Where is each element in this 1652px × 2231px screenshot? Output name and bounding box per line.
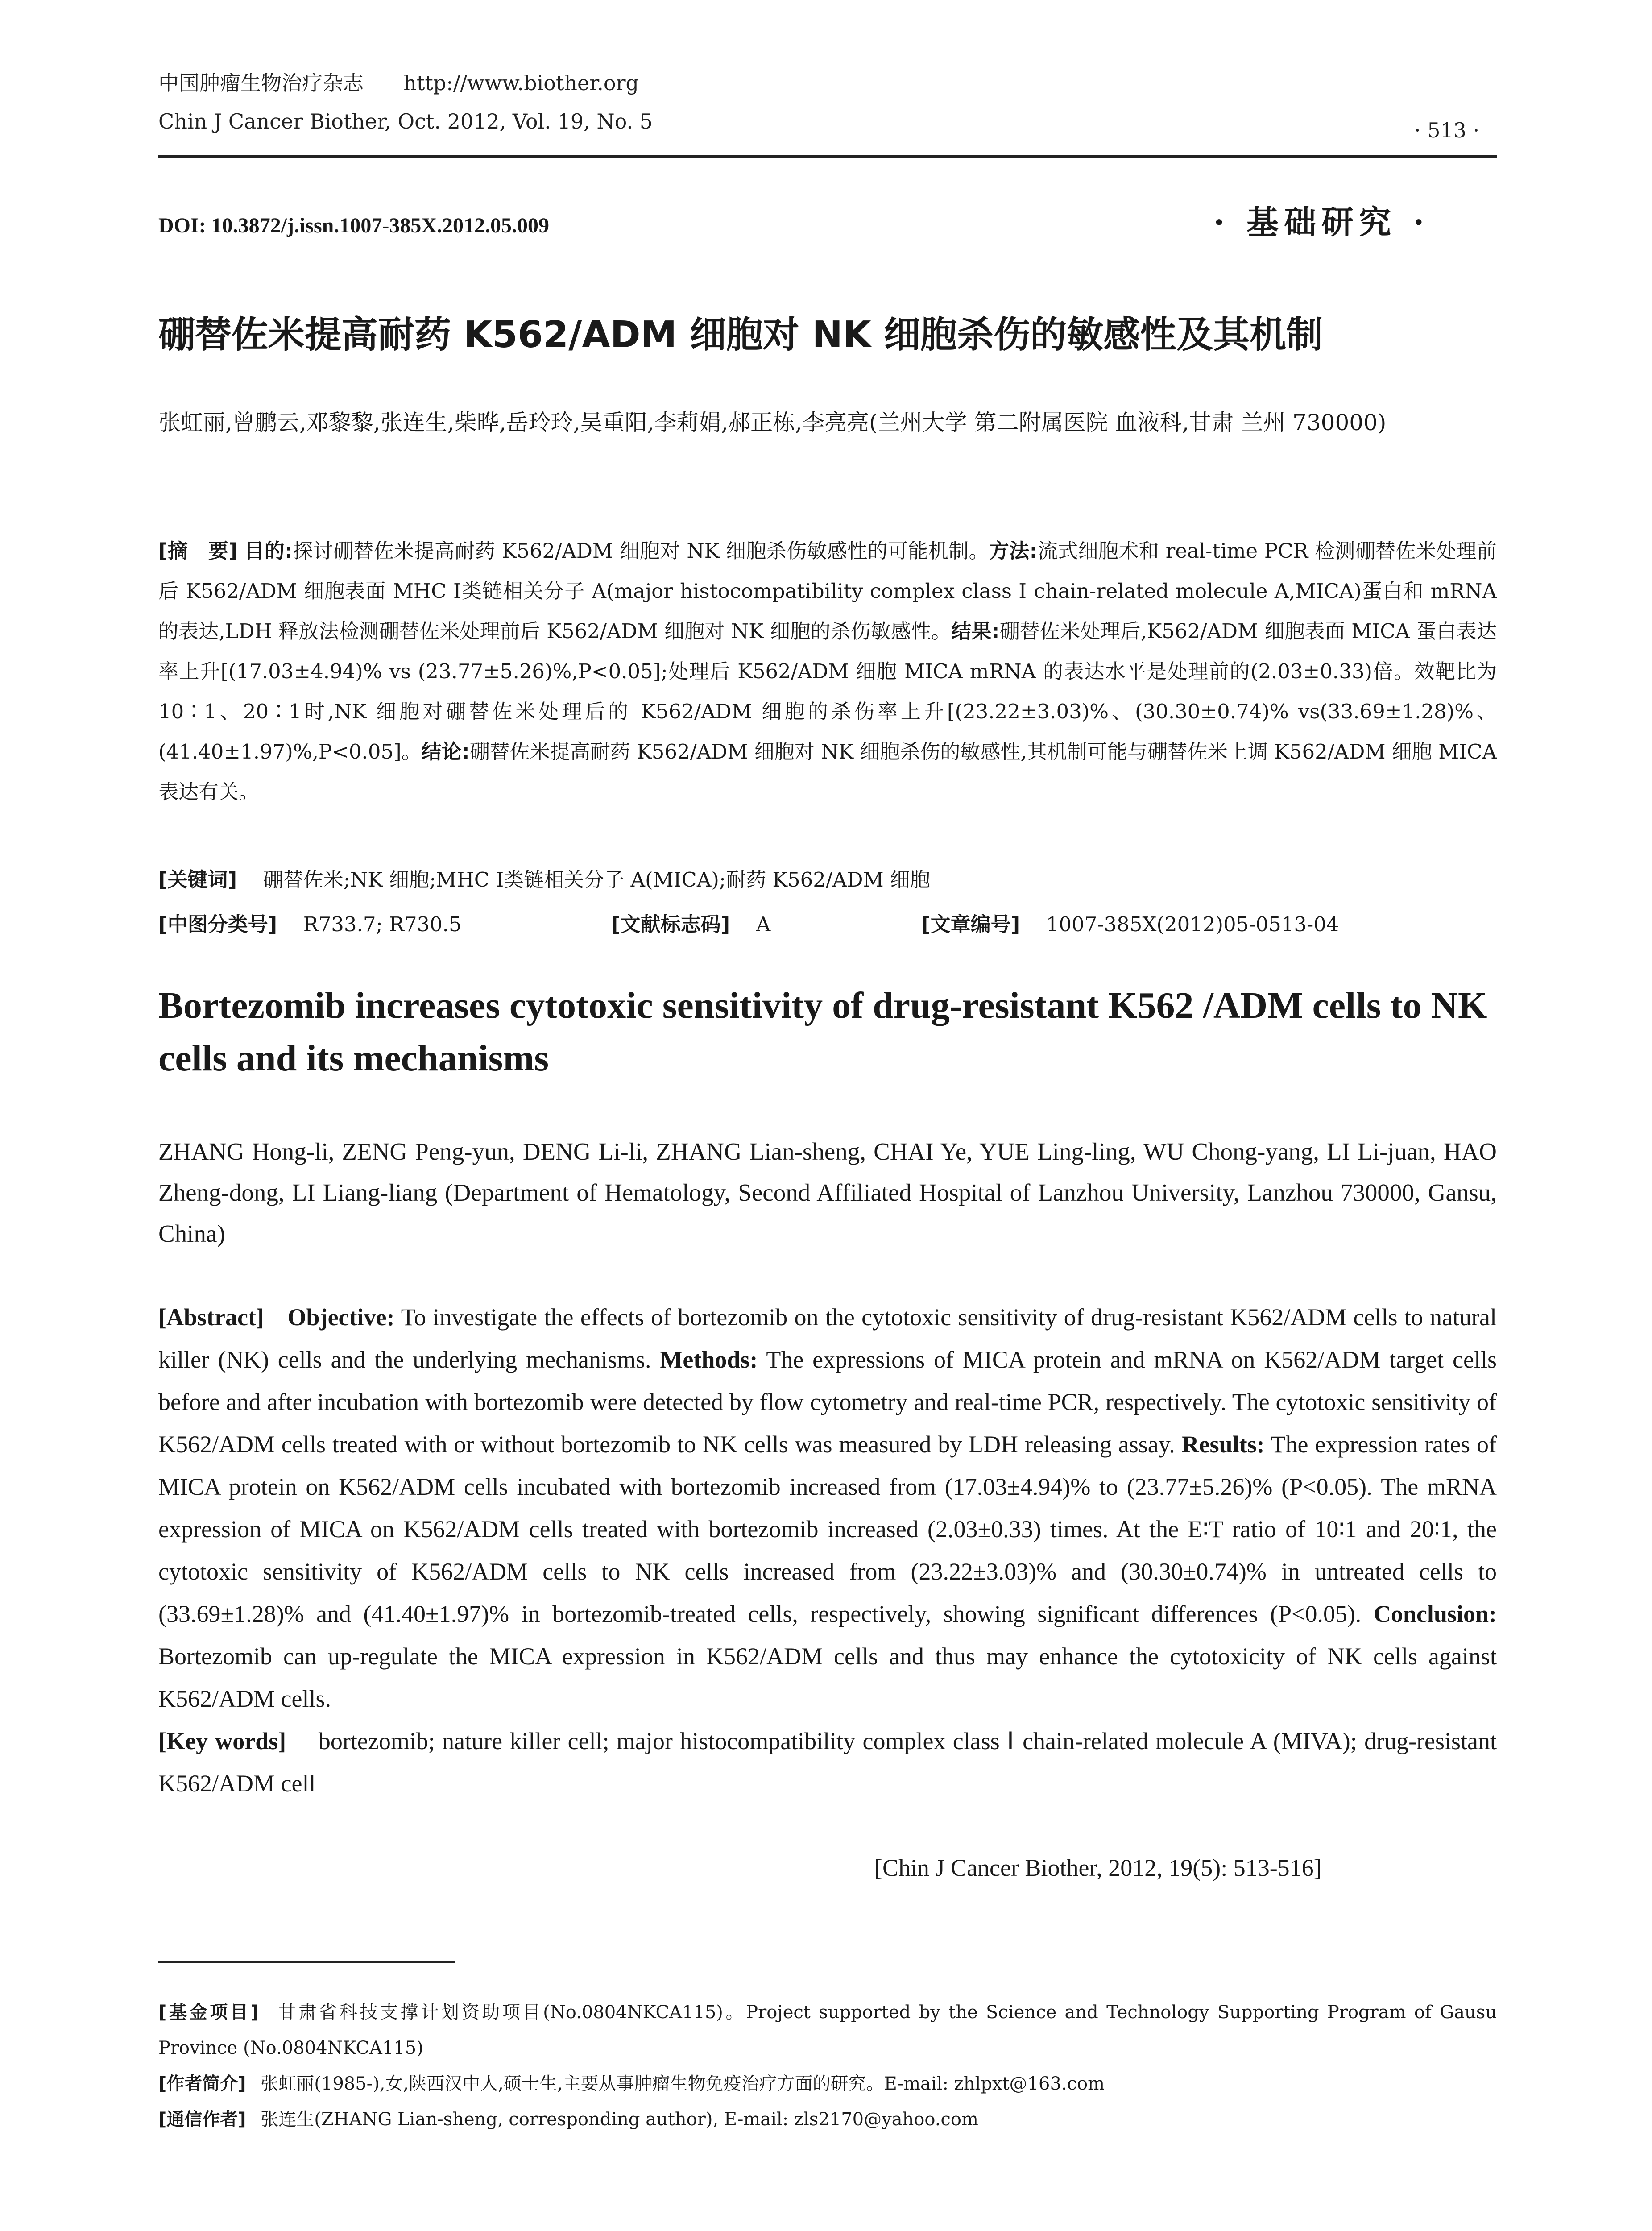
footnote-author (158, 2066, 1497, 2102)
cn-objective: 探讨硼替佐米提高耐药 K562/ADM 细胞对 NK 细胞杀伤敏感性的可能机制。 (293, 539, 989, 563)
en-objective-label: Objective: (287, 1304, 395, 1331)
journal-cn: 中国肿瘤生物治疗杂志 (158, 71, 364, 95)
cn-authors: 张虹丽,曾鹏云,邓黎黎,张连生,柴晔,岳玲玲,吴重阳,李莉娟,郝正栋,李亮亮(兰州大学 第二附属医院 血液科,甘肃 兰州 730000) (158, 410, 1387, 435)
journal-en: Chin J Cancer Biother, Oct. 2012, Vol. 19, No. 5 (158, 109, 653, 133)
cn-results: 硼替佐米处理后,K562/ADM 细胞表面 MICA 蛋白表达率上升[(17.03±4.94)% vs (23.77±5.26)%,P<0.05];处理后 K562/ADM 细胞 MICA mRNA 的表达水平是处理前的(2.03±0.33)倍。效靶比为 10∶1、20∶1时,NK 细胞对硼替佐米处理后的 K562/ADM 细胞的杀伤率上升[(23.22±3.03)%、(30.30±0.74)% vs(33.69±1.28)%、(41.40±1.97)%,P<0.05]。 (158, 619, 1497, 763)
en-conclusion-label: Conclusion: (1373, 1601, 1497, 1627)
cn-abstract-label: [摘 要] (158, 539, 238, 563)
cn-article-no-value: 1007-385X(2012)05-0513-04 (1046, 912, 1339, 936)
en-objective: To investigate the effects of bortezomib on the cytotoxic sensitivity of drug-resistant K562/ADM cells to natural killer (NK) cells and the underlying mechanisms. (158, 1304, 1497, 1373)
cn-abstract (158, 531, 1497, 812)
journal-url[interactable]: http://www.biother.org (403, 71, 639, 95)
author-bio-text: 张虹丽(1985-),女,陕西汉中人,硕士生,主要从事肿瘤生物免疫治疗方面的研究。E-mail: zhlpxt@163.com (261, 2073, 1105, 2094)
cn-conclusion: 硼替佐米提高耐药 K562/ADM 细胞对 NK 细胞杀伤的敏感性,其机制可能与硼替佐米上调 K562/ADM 细胞 MICA 表达有关。 (158, 740, 1497, 804)
header-rule (158, 155, 1497, 158)
en-keywords-label: [Key words] (158, 1728, 286, 1754)
author-bio-label: [作者简介] (158, 2073, 246, 2094)
cn-title: 硼替佐米提高耐药 K562/ADM 细胞对 NK 细胞杀伤的敏感性及其机制 (158, 314, 1323, 356)
section-tag: · 基础研究 · (1213, 203, 1430, 241)
footnote-rule (158, 1961, 455, 1963)
cn-doc-code (611, 908, 770, 937)
en-methods-label: Methods: (660, 1346, 758, 1373)
cn-conclusion-label: 结论: (421, 740, 470, 763)
cn-article-no (921, 908, 1339, 937)
en-results-label: Results: (1181, 1431, 1265, 1458)
cn-objective-label: 目的: (244, 539, 293, 563)
cn-doc-code-label: [文献标志码] (611, 912, 730, 936)
cn-clc (158, 908, 462, 937)
fund-label: [基金项目] (158, 2002, 259, 2023)
cn-article-no-label: [文章编号] (921, 912, 1020, 936)
cn-keywords-label: [关键词] (158, 868, 237, 892)
corresponding-text: 张连生(ZHANG Lian-sheng, corresponding author), E-mail: zls2170@yahoo.com (261, 2109, 978, 2130)
citation: [Chin J Cancer Biother, 2012, 19(5): 513-516] (874, 1854, 1322, 1881)
en-conclusion: Bortezomib can up-regulate the MICA expression in K562/ADM cells and thus may enhance the cytotoxicity of NK cells against K562/ADM cells. (158, 1643, 1497, 1712)
cn-methods: 流式细胞术和 real-time PCR 检测硼替佐米处理前后 K562/ADM 细胞表面 MHC Ⅰ类链相关分子 A(major histocompatibility complex class Ⅰ chain-related molecule A,MICA)蛋白和 mRNA 的表达,LDH 释放法检测硼替佐米处理前后 K562/ADM 细胞对 NK 细胞的杀伤敏感性。 (158, 539, 1497, 643)
en-keywords: bortezomib; nature killer cell; major histocompatibility complex class Ⅰ chain-related molecule A (MIVA); drug-resistant K562/ADM cell (158, 1728, 1497, 1797)
cn-keywords (158, 863, 930, 892)
en-authors: ZHANG Hong-li, ZENG Peng-yun, DENG Li-li, ZHANG Lian-sheng, CHAI Ye, YUE Ling-ling, WU Chong-yang, LI Li-juan, HAO Zheng-dong, LI Liang-liang (Department of Hematology, Second Affiliated Hospital of Lanzhou University, Lanzhou 730000, Gansu, China) (158, 1138, 1497, 1247)
cn-methods-label: 方法: (989, 539, 1038, 563)
en-abstract (158, 1296, 1497, 1805)
en-abstract-label: [Abstract] (158, 1304, 264, 1331)
cn-clc-label: [中图分类号] (158, 912, 277, 936)
en-methods: The expressions of MICA protein and mRNA on K562/ADM target cells before and after incubation with bortezomib were detected by flow cytometry and real-time PCR, respectively. The cytotoxic sensitivity of K562/ADM cells treated with or without bortezomib to NK cells was measured by LDH releasing assay. (158, 1346, 1497, 1458)
cn-keywords-text: 硼替佐米;NK 细胞;MHC Ⅰ类链相关分子 A(MICA);耐药 K562/ADM 细胞 (263, 868, 931, 892)
cn-clc-value: R733.7; R730.5 (303, 912, 462, 936)
doi[interactable]: DOI: 10.3872/j.issn.1007-385X.2012.05.009 (158, 214, 550, 237)
en-title: Bortezomib increases cytotoxic sensitivity of drug-resistant K562 /ADM cells to NK cells and its mechanisms (158, 985, 1487, 1079)
en-results: The expression rates of MICA protein on K562/ADM cells incubated with bortezomib increased from (17.03±4.94)% to (23.77±5.26)% (P<0.05). The mRNA expression of MICA on K562/ADM cells treated with bortezomib increased (2.03±0.33) times. At the E∶T ratio of 10∶1 and 20∶1, the cytotoxic sensitivity of K562/ADM cells to NK cells increased from (23.22±3.03)% and (30.30±0.74)% in untreated cells to (33.69±1.28)% and (41.40±1.97)% in bortezomib-treated cells, respectively, showing significant differences (P<0.05). (158, 1431, 1497, 1627)
footnote-fund (158, 1995, 1497, 2066)
footnote-corresponding (158, 2102, 1497, 2137)
fund-text: 甘肃省科技支撑计划资助项目(No.0804NKCA115)。Project supported by the Science and Technology Supporting Program of Gausu Province (No.0804NKCA115) (158, 2002, 1497, 2058)
page-number: · 513 · (1414, 118, 1480, 142)
running-header (158, 67, 639, 96)
cn-results-label: 结果: (951, 619, 1000, 643)
cn-doc-code-value: A (756, 912, 771, 936)
corresponding-label: [通信作者] (158, 2109, 246, 2130)
